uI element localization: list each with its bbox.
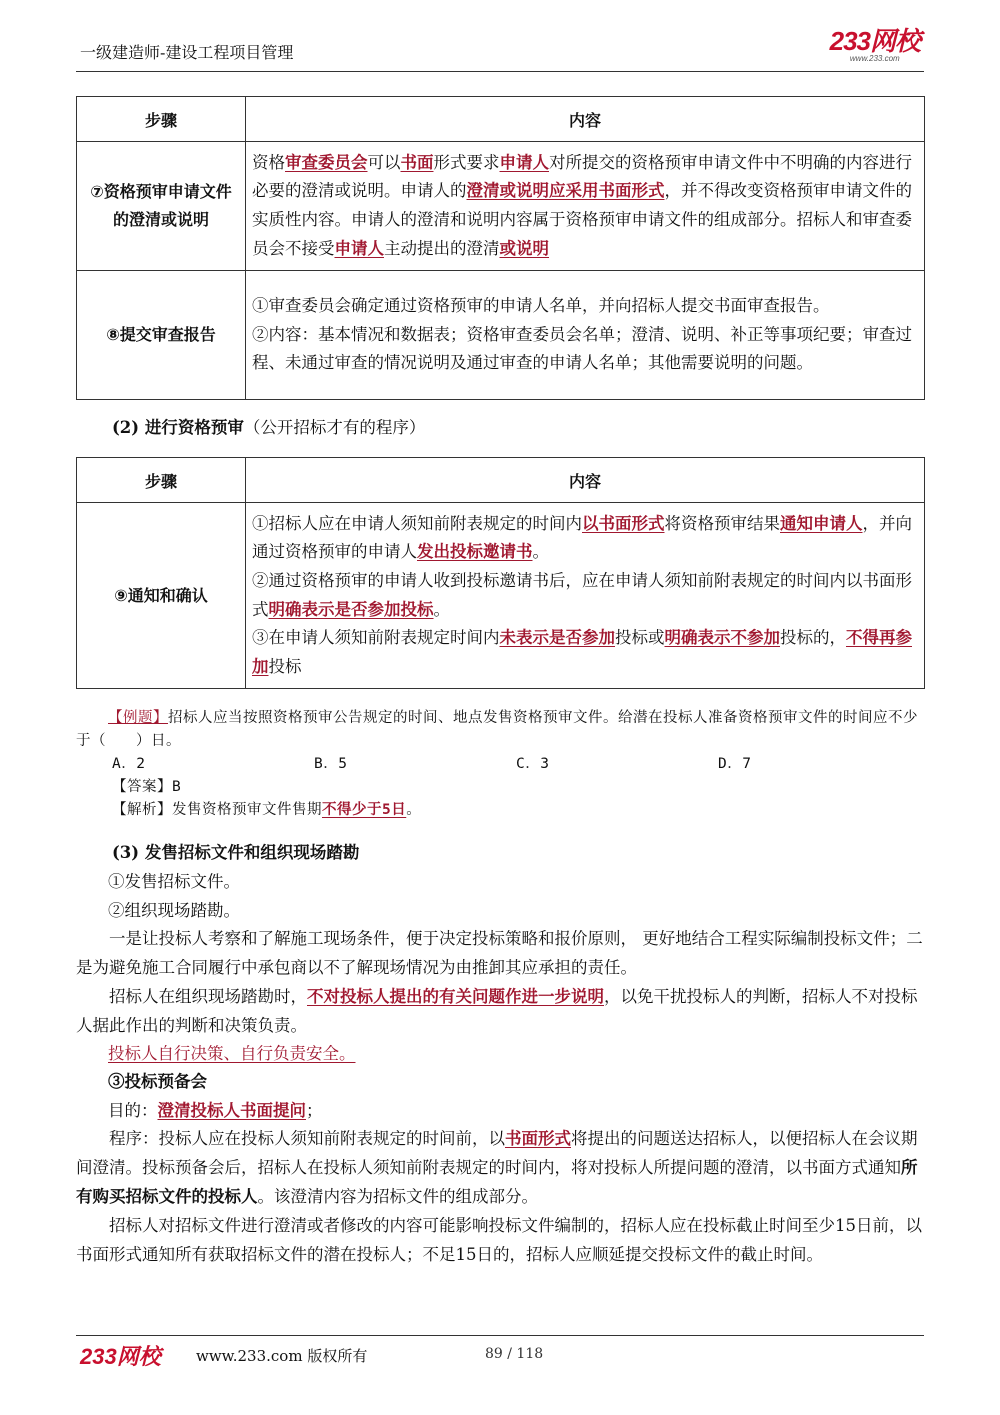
section-3-item-1: ①发售招标文件。 — [108, 872, 240, 891]
example-options — [112, 753, 961, 776]
example-answer: 【答案】B — [112, 779, 182, 795]
option-c: C．3 — [516, 756, 550, 772]
step-cell: ⑨通知和确认 — [77, 503, 246, 689]
paragraph: 程序：投标人应在投标人须知前附表规定的时间前，以书面形式将提出的问题送达招标人，以便招标人在会议期间澄清。投标预备会后，招标人在投标人须知前附表规定的时间内，将对投标人所提问题的澄清，以书面方式通知所有购买招标文件的投标人。该澄清内容为招标文件的组成部分。 — [76, 1129, 918, 1206]
doc-header-title: 一级建造师-建设工程项目管理 — [80, 43, 294, 62]
footer-copyright: www.233.com 版权所有 — [196, 1347, 368, 1365]
section-3-heading: (3) 发售招标文件和组织现场踏勘 — [112, 843, 360, 862]
section-2-heading: (2) 进行资格预审（公开招标才有的程序） — [112, 418, 426, 437]
table-header-row — [77, 97, 925, 142]
step-cell: ⑧提交审查报告 — [77, 271, 246, 400]
logo-url: www.233.com — [849, 54, 900, 63]
purpose-line: 目的：澄清投标人书面提问； — [108, 1101, 323, 1120]
col-header-step: 步骤 — [77, 97, 246, 142]
footer-rule — [76, 1335, 924, 1336]
option-b: B．5 — [314, 756, 348, 772]
page-number: 89 / 118 — [485, 1346, 544, 1362]
content-cell: 资格审查委员会可以书面形式要求申请人对所提交的资格预审申请文件中不明确的内容进行必要的澄清或说明。申请人的澄清或说明应采用书面形式，并不得改变资格预审申请文件的实质性内容。申请人的澄清和说明内容属于资格预审申请文件的组成部分。招标人和审查委员会不接受申请人主动提出的澄清或说明 — [246, 142, 925, 271]
table-row — [77, 503, 925, 689]
section-3-item-2: ②组织现场踏勘。 — [108, 901, 240, 920]
col-header-content: 内容 — [246, 458, 925, 503]
option-d: D．7 — [718, 756, 752, 772]
example-question: 【例题】招标人应当按照资格预审公告规定的时间、地点发售资格预审文件。给潜在投标人准备资格预审文件的时间应不少于（ ）日。 — [76, 710, 918, 749]
table-header-row — [77, 458, 925, 503]
col-header-step: 步骤 — [77, 458, 246, 503]
footer-logo: 233网校 — [80, 1344, 161, 1369]
red-note: 投标人自行决策、自行负责安全。 — [108, 1044, 356, 1063]
content-cell: ①招标人应在申请人须知前附表规定的时间内以书面形式将资格预审结果通知申请人，并向通过资格预审的申请人发出投标邀请书。 ②通过资格预审的申请人收到投标邀请书后，应在申请人须知前附表规定的时间内以书面形式明确表示是否参加投标。 ③在申请人须知前附表规定时间内未表示是否参加投标或明确表示不参加投标的，不得再参加投标 — [246, 503, 925, 689]
paragraph: 招标人对招标文件进行澄清或者修改的内容可能影响投标文件编制的，招标人应在投标截止时间至少15日前，以书面形式通知所有获取招标文件的潜在投标人；不足15日的，招标人应顺延提交投标文件的截止时间。 — [76, 1216, 922, 1264]
option-a: A．2 — [112, 756, 146, 772]
example-analysis: 【解析】发售资格预审文件售期不得少于5日。 — [112, 802, 422, 818]
paragraph: 招标人在组织现场踏勘时，不对投标人提出的有关问题作进一步说明，以免干扰投标人的判断，招标人不对投标人据此作出的判断和决策负责。 — [76, 987, 918, 1035]
content-cell: ①审查委员会确定通过资格预审的申请人名单，并向招标人提交书面审查报告。 ②内容：基本情况和数据表；资格审查委员会名单；澄清、说明、补正等事项纪要；审查过程、未通过审查的情况说明及通过审查的申请人名单；其他需要说明的问题。 — [246, 271, 925, 400]
header-rule — [76, 71, 924, 72]
table-row — [77, 271, 925, 400]
section-3-item-3: ③投标预备会 — [108, 1072, 207, 1091]
table-row — [77, 142, 925, 271]
brand-logo — [830, 28, 920, 63]
step-cell: ⑦资格预审申请文件的澄清或说明 — [77, 142, 246, 271]
steps-table-2 — [76, 457, 925, 689]
col-header-content: 内容 — [246, 97, 925, 142]
paragraph: 一是让投标人考察和了解施工现场条件，便于决定投标策略和报价原则， 更好地结合工程实际编制投标文件；二是为避免施工合同履行中承包商以不了解现场情况为由推卸其应承担的责任。 — [76, 929, 923, 977]
steps-table-1 — [76, 96, 925, 400]
logo-text: 233网校 — [829, 26, 920, 56]
